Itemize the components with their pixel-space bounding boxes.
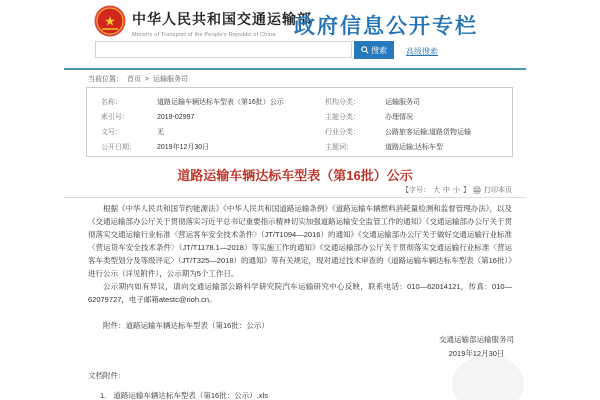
meta-label-org-category: 机构分类： [325,99,360,106]
header-divider [64,68,526,70]
meta-value-publish-date: 2019年12月30日 [157,144,210,151]
svg-text:★: ★ [104,13,116,29]
meta-label-keywords: 主题词： [325,144,353,151]
national-emblem-logo [94,5,126,37]
meta-value-topic-category: 办理情况 [385,114,413,121]
font-size-large-button[interactable]: 大 [433,187,440,194]
search-icon [361,46,369,55]
attachments-section [88,370,268,400]
article-paragraph: 根据《中华人民共和国节约能源法》《中华人民共和国道路运输条例》《道路运输车辆燃料消耗量检测和监督管理办法》，以及《交通运输部办公厅关于贯彻落实习近平总书记重要指示精神切实加强道路运输安全监管工作的通知》《交通运输部办公厅关于贯彻落实交通运输行业标准〈营运客车安全技术条件〉（JT/T1094—2016）的通知》《交通运输部办公厅关于做好交通运输行业标准〈营运货车安全技术条件〉（JT/T1178.1—2018）等实施工作的通知》《交通运输部办公厅关于贯彻落实交通运输行业标准〈营运客车类型划分及等级评定〉（JT/T325—2018）的通知》等有关规定，现对通过技术审查的《道路运输车辆达标车型表（第16批）》进行公示（详见附件），公示期为5个工作日。 [88,204,512,278]
article-divider [64,197,526,198]
search-input[interactable] [95,41,352,58]
meta-value-industry-category: 公路旅客运输;道路货物运输 [385,129,471,136]
meta-label-index-no: 索引号： [101,114,129,121]
faint-seal-watermark [452,355,524,400]
meta-label-industry-category: 行业分类： [325,129,360,136]
font-size-prefix: 【字号： [402,187,430,194]
meta-label-topic-category: 主题分类： [325,114,360,121]
meta-value-org-category: 运输服务司 [385,99,420,106]
signature-block [439,333,514,361]
breadcrumb-current[interactable]: 运输服务司 [152,76,188,83]
table-row [101,95,512,110]
article-body [88,202,512,332]
search-button-label: 搜索 [371,45,387,55]
advanced-search-link[interactable]: 高级搜索 [406,47,438,56]
breadcrumb [88,74,190,84]
font-size-small-button[interactable]: 小 [453,187,460,194]
print-page-button[interactable]: 打印本页 [484,187,512,194]
table-row [101,110,512,125]
article-toolbar [402,185,512,195]
attachment-file-link[interactable] [88,390,268,400]
breadcrumb-home-link[interactable]: 首页 [126,76,141,83]
table-row [101,140,512,155]
meta-value-name: 道路运输车辆达标车型表（第16批）公示 [157,99,284,106]
font-size-medium-button[interactable]: 中 [443,187,450,194]
meta-label-publish-date: 公开日期： [101,144,136,151]
meta-label-doc-no: 文号： [101,129,122,136]
attachment-index: 1. [100,391,107,400]
ministry-title-block [132,9,312,38]
breadcrumb-separator: > [144,76,149,83]
font-size-suffix: 】 [463,187,470,194]
signature-org: 交通运输部运输服务司 [439,335,514,344]
breadcrumb-label: 当前位置： [88,76,123,83]
article-attachment-line: 附件：道路运输车辆达标车型表（第16批：公示） [103,321,269,330]
document-metadata-table [86,87,513,157]
attachment-filename[interactable]: 道路运输车辆达标车型表（第16批：公示）.xls [113,391,268,400]
table-row [101,125,512,140]
ministry-name-cn: 中华人民共和国交通运输部 [132,11,312,27]
search-button[interactable] [354,41,394,59]
article-title: 道路运输车辆达标车型表（第16批）公示 [177,168,413,183]
meta-value-keywords: 道路运输;达标车型 [385,144,443,151]
page-title: 政府信息公开专栏 [294,15,478,38]
meta-label-name: 名称： [101,99,122,106]
signature-date: 2019年12月30日 [448,349,505,358]
ministry-name-en: Ministry of Transport of the People's Republic of China [132,32,276,38]
printer-icon [473,186,481,194]
attachments-label: 文档附件： [88,371,126,380]
meta-value-doc-no: 无 [157,129,164,136]
meta-value-index-no: 2019-02997 [157,114,195,121]
article-paragraph: 公示期内如有异议，请向交通运输部公路科学研究院汽车运输研究中心反映，联系电话：010—62014121，传真：010—62079727，电子邮箱atestc@rioh.cn。 [88,282,512,304]
